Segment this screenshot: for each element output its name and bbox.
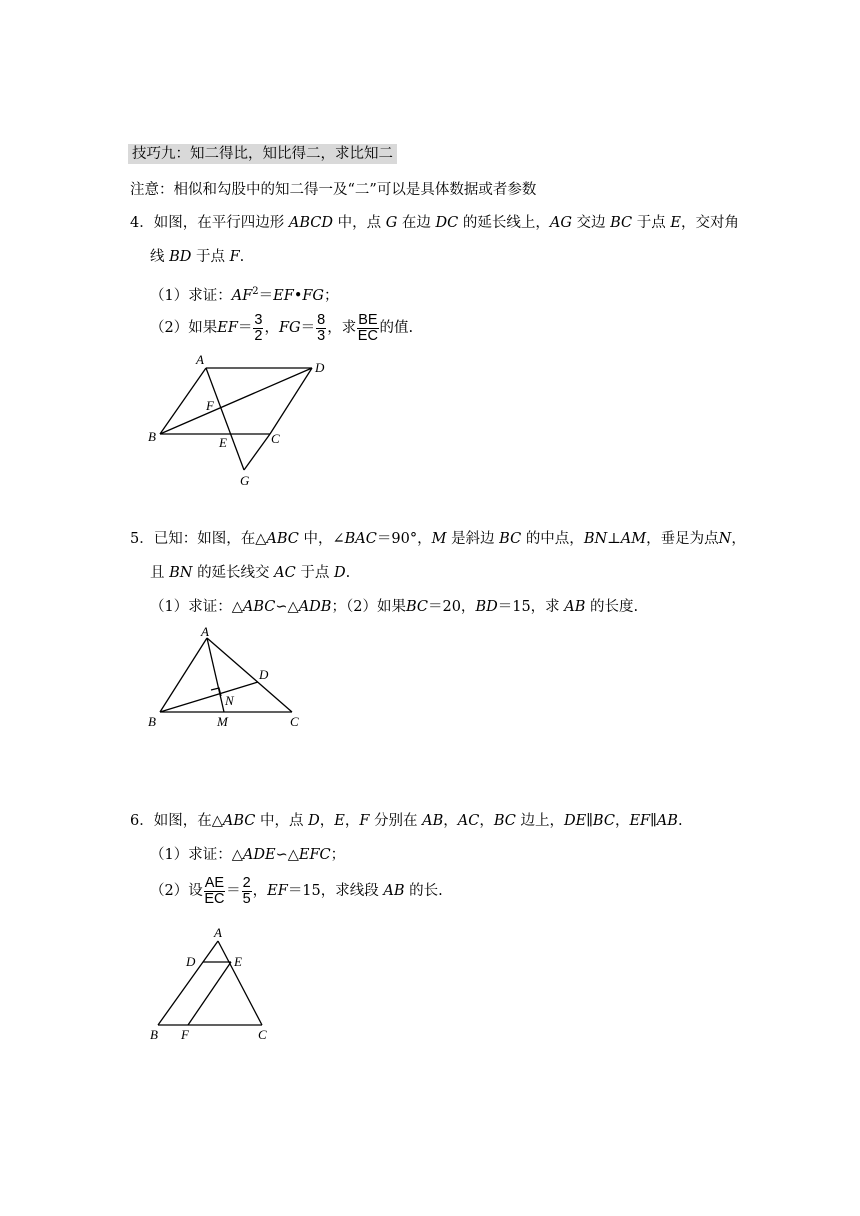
fraction: $\frac{3}{2}$: [254, 311, 263, 344]
section-note: 注意：相似和勾股中的知二得一及“二”可以是具体数据或者参数: [130, 182, 537, 198]
point-label-f: F: [206, 398, 214, 413]
point-label-a: A: [196, 352, 204, 367]
fraction: $\frac{2}{5}$: [242, 874, 251, 907]
point-label-e: E: [219, 435, 227, 450]
problem-6-line-1: 6．如图，在△ABC 中，点 D，E，F 分别在 AB，AC，BC 边上，DE∥BC，EF∥AB.: [130, 813, 683, 829]
problem-4-question-1: （1）求证：$AF^2=EF•FG$；: [150, 286, 339, 304]
point-label-c: C: [258, 1027, 267, 1042]
point-label-c: C: [290, 714, 299, 729]
figure-triangle-parallels: [158, 941, 262, 1025]
point-label-g: G: [240, 473, 250, 488]
point-label-a: A: [201, 624, 209, 639]
problem-5-questions: （1）求证：△ABC∽△ADB；（2）如果BC＝20，BD＝15，求 AB 的长度.: [150, 599, 639, 615]
fraction: $\frac{8}{3}$: [317, 311, 326, 344]
point-label-b: B: [148, 429, 156, 444]
point-label-f: F: [181, 1027, 189, 1042]
problem-4-line-1: 4．如图，在平行四边形 ABCD 中，点 G 在边 DC 的延长线上，AG 交边 BC 于点 E，交对角: [130, 215, 739, 231]
fraction: $\frac{AE}{EC}$: [204, 874, 225, 907]
problem-5-line-2: 且 BN 的延长线交 AC 于点 D.: [150, 565, 351, 581]
problem-4-question-2: （2）如果EF＝ $\frac{3}{2}$ ，FG＝ $\frac{8}{3}$ ，求 $\frac{BE}{EC}$ 的值.: [150, 311, 414, 344]
point-label-m: M: [217, 714, 228, 729]
point-label-n: N: [225, 693, 234, 708]
point-label-b: B: [148, 714, 156, 729]
problem-5-line-1: 5．已知：如图，在△ABC 中，∠BAC＝90°，M 是斜边 BC 的中点，BN⊥AM，垂足为点N，: [130, 531, 746, 547]
point-label-c: C: [271, 431, 280, 446]
problem-6-question-2: （2）设 $\frac{AE}{EC}$ ＝ $\frac{2}{5}$ ，EF＝15，求线段 AB 的长.: [150, 874, 443, 907]
fraction: $\frac{BE}{EC}$: [357, 311, 378, 344]
point-label-d: D: [259, 667, 269, 682]
point-label-a: A: [214, 925, 222, 940]
section-title: 技巧九：知二得比，知比得二，求比知二: [128, 144, 397, 164]
problem-4-line-2: 线 BD 于点 F.: [150, 249, 245, 265]
point-label-e: E: [234, 954, 242, 969]
point-label-d: D: [186, 954, 196, 969]
point-label-d: D: [315, 360, 325, 375]
point-label-b: B: [150, 1027, 158, 1042]
problem-6-question-1: （1）求证：△ADE∽△EFC；: [150, 847, 346, 863]
